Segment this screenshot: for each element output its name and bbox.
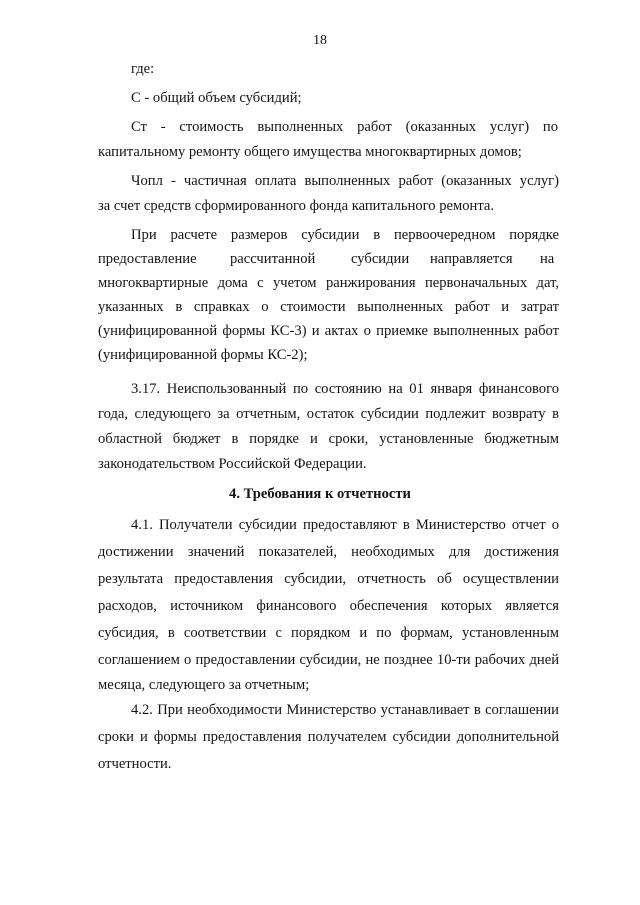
definition-c: С - общий объем субсидий;	[131, 90, 302, 106]
page-number: 18	[313, 33, 327, 48]
section-4-heading: 4. Требования к отчетности	[229, 486, 411, 502]
priority-para-word-4: направляется	[430, 251, 513, 267]
where-label: где:	[131, 61, 155, 77]
priority-para-line-5: (унифицированной формы КС-3) и актах о приемке выполненных работ	[98, 323, 559, 339]
definition-chopl-line-1: Чопл - частичная оплата выполненных работ (оказанных услуг)	[131, 173, 559, 189]
clause-4-1-line-5: субсидия, в соответствии с порядком и по формам, установленным	[98, 625, 559, 641]
clause-4-1-line-3: результата предоставления субсидии, отчетность об осуществлении	[98, 571, 559, 587]
priority-para-word-2: рассчитанной	[230, 251, 316, 267]
definition-ct-line-2: капитальному ремонту общего имущества многоквартирных домов;	[98, 144, 522, 160]
priority-para-line-3: многоквартирные дома с учетом ранжирования первоначальных дат,	[98, 275, 559, 291]
clause-3-17-line-4: законодательством Российской Федерации.	[98, 456, 367, 472]
definition-chopl-line-2: за счет средств сформированного фонда капитального ремонта.	[98, 198, 495, 214]
clause-4-1-line-6: соглашением о предоставлении субсидии, не позднее 10-ти рабочих дней	[98, 652, 559, 668]
clause-3-17-line-3: областной бюджет в порядке и сроки, установленные бюджетным	[98, 431, 559, 447]
clause-4-2-line-2: сроки и формы предоставления получателем субсидии дополнительной	[98, 729, 559, 745]
clause-3-17-line-2: года, следующего за отчетным, остаток субсидии подлежит возврату в	[98, 406, 559, 422]
clause-4-1-line-4: расходов, источником финансового обеспечения которых является	[98, 598, 559, 614]
priority-para-word-5: на	[540, 251, 555, 267]
clause-3-17-line-1: 3.17. Неиспользованный по состоянию на 01 января финансового	[131, 381, 559, 397]
clause-4-1-line-1: 4.1. Получатели субсидии предоставляют в Министерство отчет о	[131, 517, 559, 533]
priority-para-line-6: (унифицированной формы КС-2);	[98, 347, 308, 363]
clause-4-2-line-1: 4.2. При необходимости Министерство устанавливает в соглашении	[131, 702, 559, 718]
clause-4-2-line-3: отчетности.	[98, 756, 172, 772]
priority-para-line-4: указанных в справках о стоимости выполненных работ и затрат	[98, 299, 559, 315]
clause-4-1-line-2: достижении значений показателей, необходимых для достижения	[98, 544, 559, 560]
priority-para-word-1: предоставление	[98, 251, 197, 267]
definition-ct-line-1: Ст - стоимость выполненных работ (оказанных услуг) по	[131, 119, 558, 135]
clause-4-1-line-7: месяца, следующего за отчетным;	[98, 677, 310, 693]
priority-para-line-1: При расчете размеров субсидии в первоочередном порядке	[131, 227, 559, 243]
priority-para-word-3: субсидии	[351, 251, 410, 267]
